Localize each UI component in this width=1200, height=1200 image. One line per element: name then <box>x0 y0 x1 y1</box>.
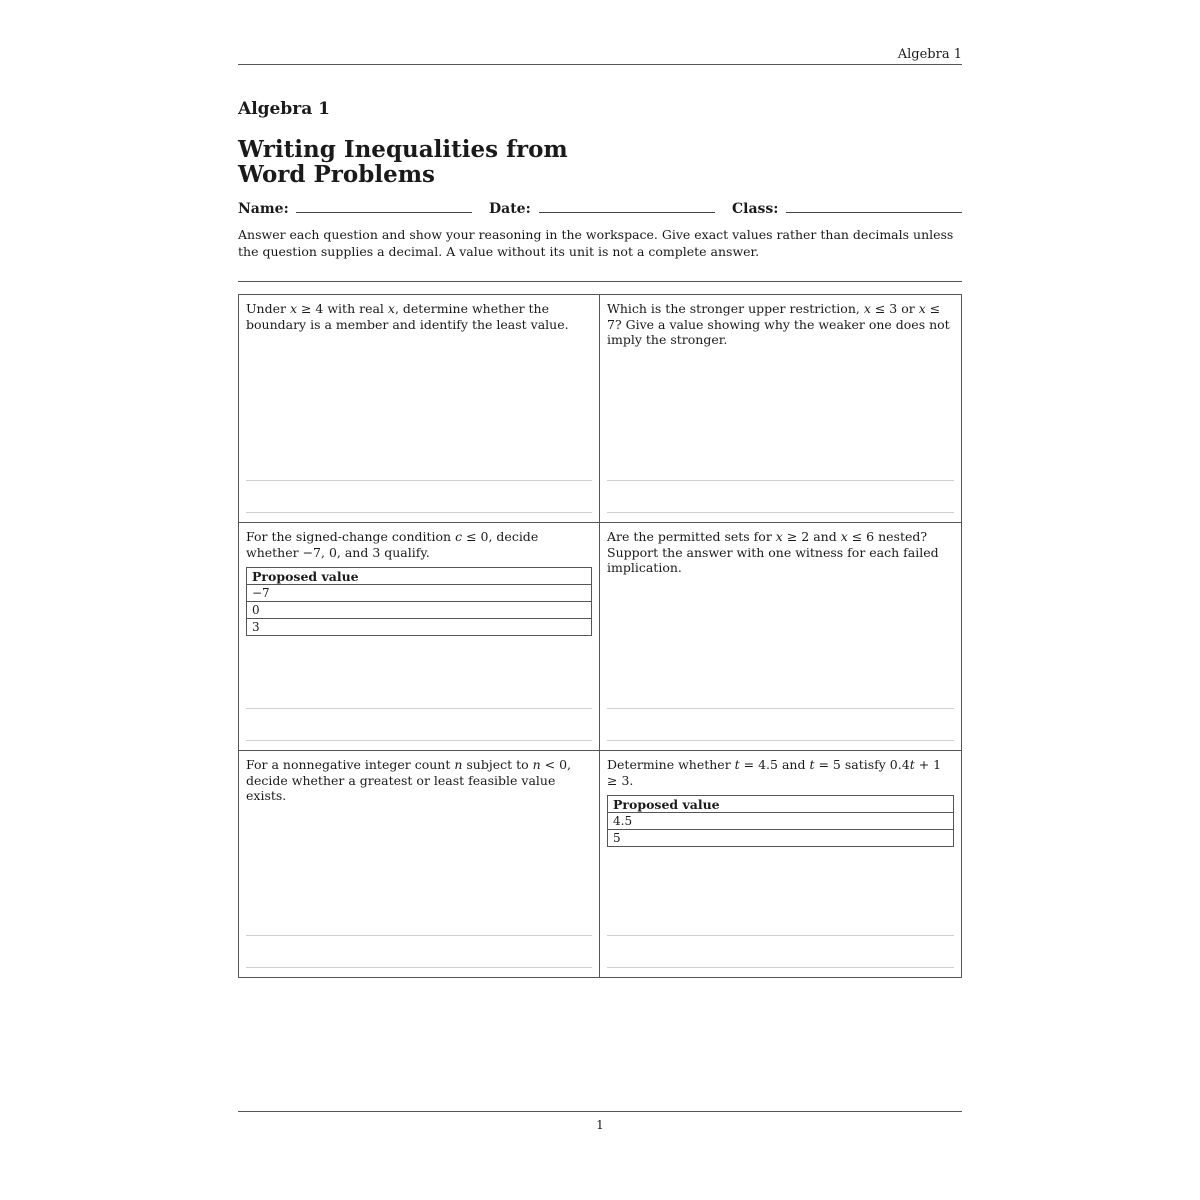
header-rule <box>238 64 962 65</box>
question-grid <box>238 294 962 978</box>
question-cell <box>239 751 600 977</box>
instructions: Answer each question and show your reasoning in the workspace. Give exact values rather than decimals unless the question supplies a decimal. A value without its unit is not a complete answer. <box>238 227 954 259</box>
answer-line[interactable] <box>607 935 954 936</box>
answer-line[interactable] <box>607 967 954 968</box>
question-cell <box>600 523 961 751</box>
table-cell: 5 <box>608 830 954 847</box>
question-prompt: For a nonnegative integer count n subject to n < 0, decide whether a greatest or least feasible value exists. <box>246 757 572 803</box>
question-prompt: Which is the stronger upper restriction, x ≤ 3 or x ≤ 7? Give a value showing why the weaker one does not imply the stronger. <box>607 301 950 347</box>
footer-rule <box>238 1111 962 1112</box>
proposed-values-table <box>607 795 954 847</box>
answer-line[interactable] <box>246 967 592 968</box>
table-cell: 0 <box>247 602 592 619</box>
running-header: Algebra 1 <box>897 47 962 62</box>
class-field[interactable] <box>786 212 962 213</box>
question-prompt: For the signed-change condition c ≤ 0, decide whether −7, 0, and 3 qualify. <box>246 529 539 560</box>
question-cell <box>239 523 600 751</box>
table-cell: 4.5 <box>608 813 954 830</box>
student-info-row <box>238 199 962 219</box>
name-label: Name: <box>238 201 289 217</box>
answer-line[interactable] <box>246 512 592 513</box>
table-cell: 3 <box>247 619 592 636</box>
date-field[interactable] <box>539 212 715 213</box>
course-label: Algebra 1 <box>238 99 330 119</box>
question-prompt: Determine whether t = 4.5 and t = 5 satisfy 0.4t + 1 ≥ 3. <box>607 757 942 788</box>
question-cell <box>600 295 961 523</box>
question-prompt: Are the permitted sets for x ≥ 2 and x ≤ 6 nested? Support the answer with one witness for each failed implication. <box>607 529 939 575</box>
question-prompt: Under x ≥ 4 with real x, determine whether the boundary is a member and identify the least value. <box>246 301 569 332</box>
name-field[interactable] <box>296 212 472 213</box>
date-label: Date: <box>489 201 531 217</box>
title-line: Writing Inequalities from <box>238 136 568 163</box>
table-header: Proposed value <box>247 568 592 585</box>
answer-line[interactable] <box>607 480 954 481</box>
table-cell: −7 <box>247 585 592 602</box>
question-cell <box>239 295 600 523</box>
table-header: Proposed value <box>608 796 954 813</box>
answer-line[interactable] <box>246 480 592 481</box>
answer-line[interactable] <box>607 512 954 513</box>
title-line: Word Problems <box>238 161 435 188</box>
worksheet-title <box>238 137 568 187</box>
page-number: 1 <box>596 1118 604 1132</box>
answer-line[interactable] <box>246 740 592 741</box>
answer-line[interactable] <box>607 740 954 741</box>
answer-line[interactable] <box>246 708 592 709</box>
class-label: Class: <box>732 201 779 217</box>
question-cell <box>600 751 961 977</box>
proposed-values-table <box>246 567 592 636</box>
intro-rule <box>238 281 962 282</box>
answer-line[interactable] <box>607 708 954 709</box>
worksheet-page <box>238 0 962 1200</box>
answer-line[interactable] <box>246 935 592 936</box>
